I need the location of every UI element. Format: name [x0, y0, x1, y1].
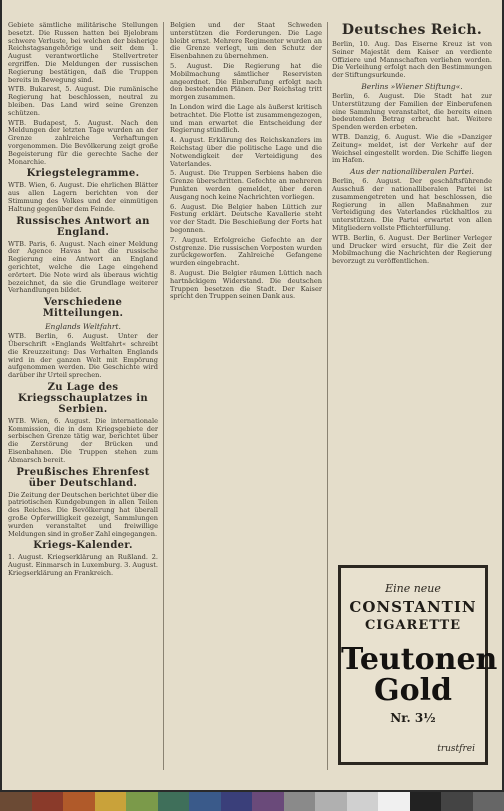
section-subheading: Aus der nationalliberalen Partei.: [350, 167, 474, 177]
cigarette-advertisement: [338, 565, 498, 765]
newspaper-page: [2, 0, 502, 790]
paragraph: In London wird die Lage als äußerst kritisch betrachtet. Die Flotte ist zusammengezogen, und man erwartet die Entscheidung der Regierung stündlich.: [170, 102, 322, 135]
section-subheading: Englands Weltfahrt.: [45, 322, 121, 332]
ad-tagline: Eine neue: [385, 582, 441, 595]
paragraph: Berlin, 6. August. Der geschäftsführende Ausschuß der nationalliberalen Partei ist zusammengetreten und hat beschlossen, die Regierung in allen Maßnahmen zur Verteidigung des Vaterlandes rückhaltlos zu unterstützen. Die Partei erwartet von allen Mitgliedern vollste Pflichterfüllung.: [332, 177, 492, 232]
paragraph: Die Zeitung der Deutschen berichtet über die patriotischen Kundgebungen in allen Teilen des Reiches. Die Bevölkerung hat überall große Opferwilligkeit gezeigt, Sammlungen wurden veranstaltet und freiwillige Meldungen sind in großer Zahl eingegangen.: [8, 490, 158, 538]
calibration-swatch: [158, 792, 190, 811]
paragraph: Berlin, 6. August. Die Stadt hat zur Unterstützung der Familien der Einberufenen eine Sammlung veranstaltet, die bereits einen bedeutenden Betrag erbracht hat. Weitere Spenden werden erbeten.: [332, 91, 492, 132]
calibration-swatch: [378, 792, 410, 811]
ad-product-number: Nr. 3½: [390, 711, 436, 725]
paragraph: WTB. Berlin, 6. August. Der Berliner Verleger und Drucker wird ersucht, für die Zeit der Mobilmachung die Nachrichten der Regierung bevorzugt zu veröffentlichen.: [332, 233, 492, 266]
paragraph: WTB. Paris, 6. August. Nach einer Meldung der Agence Havas hat die russische Regierung eine Antwort an England gerichtet, welche die Lage eingehend erörtert. Die Note wird als überaus wichtig bezeichnet, da sie die Grundlage weiterer Verhandlungen bildet.: [8, 239, 158, 295]
paragraph: 5. August. Die Truppen Serbiens haben die Grenze überschritten. Gefechte an mehreren Punkten werden gemeldet, über deren Ausgang noch keine Nachrichten vorliegen.: [170, 169, 322, 201]
calibration-swatch: [441, 792, 473, 811]
paragraph: 7. August. Erfolgreiche Gefechte an der Ostgrenze. Die russischen Vorposten wurden zurückgeworfen. Zahlreiche Gefangene wurden eingebracht.: [170, 235, 322, 268]
color-calibration-strip: [0, 792, 504, 811]
calibration-swatch: [0, 792, 32, 811]
ad-product-name: Teutonen: [341, 642, 498, 677]
calibration-swatch: [410, 792, 442, 811]
section-heading: Preußisches Ehrenfest über Deutschland.: [16, 466, 150, 489]
section-heading: Kriegstelegramme.: [26, 168, 140, 180]
section-heading: Verschiedene Mitteilungen.: [42, 297, 124, 320]
paragraph: 4. August. Erklärung des Reichskanzlers im Reichstag über die politische Lage und die Notwendigkeit der Verteidigung des Vaterlandes.: [170, 136, 322, 168]
paragraph: 1. August. Kriegserklärung an Rußland. 2. August. Einmarsch in Luxemburg. 3. August. Kriegserklärung an Frankreich.: [8, 553, 158, 578]
paragraph: WTB. Wien, 6. August. Die ehrlichen Blätter aus allen Lagern berichten von der Stimmung des Volkes und der einmütigen Haltung gegenüber dem Feinde.: [8, 181, 158, 213]
ad-footer: trustfrei: [437, 744, 475, 754]
paragraph: 5. August. Die Regierung hat die Mobilmachung sämtlicher Reservisten angeordnet. Die Einberufung erfolgt nach den bestehenden Plänen. Der Reichstag tritt morgen zusammen.: [170, 61, 322, 102]
paragraph: WTB. Budapest, 5. August. Nach den Meldungen der letzten Tage wurden an der Grenze zahlreiche Verhaftungen vorgenommen. Die Bevölkerung zeigt große Begeisterung für die gerechte Sache der Monarchie.: [8, 118, 158, 166]
section-heading: Russisches Antwort an England.: [16, 215, 150, 238]
column-2: [170, 22, 322, 772]
calibration-swatch: [32, 792, 64, 811]
column-divider: [327, 22, 328, 770]
calibration-swatch: [126, 792, 158, 811]
calibration-swatch: [347, 792, 379, 811]
paragraph: WTB. Danzig, 6. August. Wie die »Danziger Zeitung« meldet, ist der Verkehr auf der Weichsel eingestellt worden. Die Schiffe liegen im Hafen.: [332, 132, 492, 165]
calibration-swatch: [189, 792, 221, 811]
column-1: [8, 22, 158, 772]
calibration-swatch: [473, 792, 504, 811]
section-heading: Kriegs-Kalender.: [33, 540, 133, 552]
calibration-swatch: [63, 792, 95, 811]
calibration-swatch: [315, 792, 347, 811]
section-heading: Deutsches Reich.: [341, 22, 483, 38]
paragraph: Gebiete sämtliche militärische Stellungen besetzt. Die Russen hatten bei Bjelobram schwere Verluste, bei welchen der bisherige Reichstagsangehörige und seit dem 1. August verantwortliche Stellvertreter ergriffen. Die Meldungen der russischen Regierung bestätigen, daß die Truppen bereits in Bewegung sind.: [8, 22, 158, 84]
calibration-swatch: [95, 792, 127, 811]
ad-brand: CONSTANTIN: [349, 598, 477, 616]
paragraph: WTB. Berlin, 6. August. Unter der Überschrift »Englands Weltfahrt« schreibt die Kreuzzeitung: Das Verhalten Englands wird in der ganzen Welt mit Empörung aufgenommen werden. Die Geschichte wird darüber ihr Urteil sprechen.: [8, 332, 158, 380]
section-heading: Zu Lage des Kriegsschauplatzes in Serbien.: [18, 381, 148, 415]
ad-product-name-2: Gold: [373, 673, 452, 708]
ad-product-type: CIGARETTE: [364, 618, 462, 633]
paragraph: WTB. Bukarest, 5. August. Die rumänische Regierung hat beschlossen, neutral zu bleiben. Das Land wird seine Grenzen schützen.: [8, 85, 158, 117]
paragraph: 6. August. Die Belgier haben Lüttich zur Festung erklärt. Deutsche Kavallerie steht vor der Stadt. Die Beschießung der Forts hat begonnen.: [170, 202, 322, 234]
paragraph: Berlin, 10. Aug. Das Eiserne Kreuz ist von Seiner Majestät dem Kaiser an verdiente Offiziere und Mannschaften verliehen worden. Die Verleihung erfolgt nach den Bestimmungen der Stiftungsurkunde.: [332, 40, 492, 80]
paragraph: WTB. Wien, 6. August. Die internationale Kommission, die in dem Kriegsgebiete der serbischen Grenze tätig war, berichtet über die Zerstörung der Brücken und Eisenbahnen. Die Truppen stehen zum Abmarsch bereit.: [8, 416, 158, 464]
paragraph: 8. August. Die Belgier räumen Lüttich nach hartnäckigem Widerstand. Die deutschen Truppen besetzen die Stadt. Der Kaiser spricht den Truppen seinen Dank aus.: [170, 268, 322, 301]
paragraph: Belgien und der Staat Schweden unterstützen die Forderungen. Die Lage bleibt ernst. Mehrere Regimenter wurden an die Grenze verlegt, um den Schutz der Eisenbahnen zu übernehmen.: [170, 22, 322, 61]
section-subheading: Berlins »Wiener Stiftung«.: [361, 81, 463, 91]
calibration-swatch: [221, 792, 253, 811]
calibration-swatch: [284, 792, 316, 811]
column-divider: [163, 22, 164, 770]
calibration-swatch: [252, 792, 284, 811]
column-3: [332, 22, 492, 562]
